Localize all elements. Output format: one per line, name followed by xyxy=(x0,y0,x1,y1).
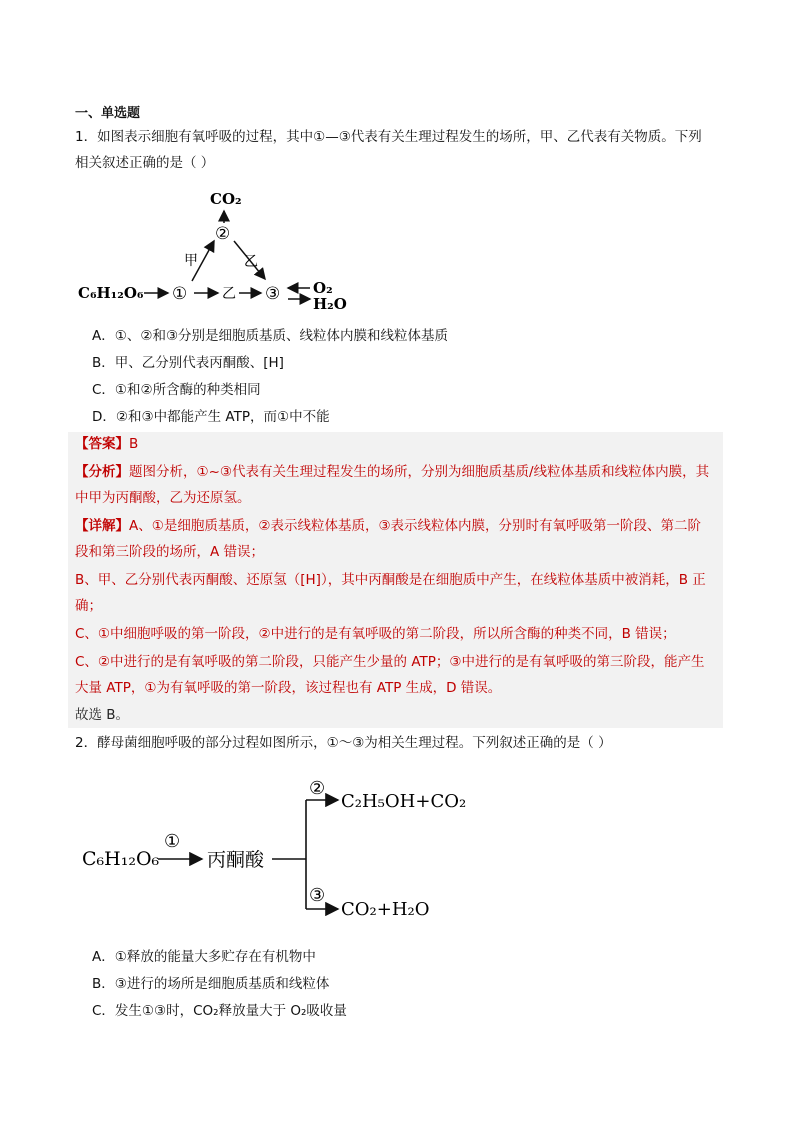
q1-option-c: C．①和②所含酶的种类相同 xyxy=(92,382,261,398)
analysis-text-1: 题图分析，①~③代表有关生理过程发生的场所，分别为细胞质基质/线粒体基质和线粒体内膜，其 xyxy=(129,464,710,480)
q1-option-b: B．甲、乙分别代表丙酮酸、[H] xyxy=(92,355,284,371)
q2-ethanol: C₂H₅OH+CO₂ xyxy=(341,791,467,812)
q1-stem-line1: 1．如图表示细胞有氧呼吸的过程，其中①—③代表有关生理过程发生的场所，甲、乙代表有关物质。下列 xyxy=(75,129,702,145)
q1-co2: CO₂ xyxy=(210,190,242,208)
q1-analysis-line2: 中甲为丙酮酸，乙为还原氢。 xyxy=(75,490,251,506)
q1-detail-line3: B、甲、乙分别代表丙酮酸、还原氢（[H]），其中丙酮酸是在细胞质中产生，在线粒体基质中被消耗，B 正 xyxy=(75,572,706,588)
q2-option-c: C．发生①③时，CO₂释放量大于 O₂吸收量 xyxy=(92,1003,347,1019)
detail-text-1: A、①是细胞质基质，②表示线粒体基质，③表示线粒体内膜，分别时有氧呼吸第一阶段、第二阶 xyxy=(129,518,702,534)
q1-node-3: ③ xyxy=(265,284,281,304)
q1-option-d: D．②和③中都能产生 ATP，而①中不能 xyxy=(92,409,330,425)
answer-tag: 【答案】 xyxy=(75,436,129,452)
q1-glucose: C₆H₁₂O₆ xyxy=(78,284,144,302)
q1-analysis-line1 xyxy=(75,462,709,482)
q1-detail-line7: 大量 ATP，①为有氧呼吸的第一阶段，该过程也有 ATP 生成，D 错误。 xyxy=(75,680,502,696)
q2-node-1: ① xyxy=(164,831,181,852)
q1-jia: 甲 xyxy=(184,253,198,269)
q1-detail-line6: C、②中进行的是有氧呼吸的第二阶段，只能产生少量的 ATP；③中进行的是有氧呼吸的第三阶段，能产生 xyxy=(75,654,705,670)
q2-option-b: B．③进行的场所是细胞质基质和线粒体 xyxy=(92,976,330,992)
q1-h2o: H₂O xyxy=(313,295,347,313)
q1-diagram xyxy=(76,185,376,315)
section-title: 一、单选题 xyxy=(75,106,141,121)
q2-node-3: ③ xyxy=(309,885,326,906)
q1-node-2: ② xyxy=(215,224,231,244)
q2-node-2: ② xyxy=(309,778,326,799)
q1-detail-line4: 确； xyxy=(75,598,102,614)
q2-option-a: A．①释放的能量大多贮存在有机物中 xyxy=(92,949,316,965)
q1-detail-line5: C、①中细胞呼吸的第一阶段，②中进行的是有氧呼吸的第二阶段，所以所含酶的种类不同，B 错误； xyxy=(75,626,676,642)
q1-option-a: A．①、②和③分别是细胞质基质、线粒体内膜和线粒体基质 xyxy=(92,328,449,344)
answer-value: B xyxy=(129,436,139,452)
q1-answer xyxy=(75,434,138,454)
q1-stem-line2: 相关叙述正确的是（ ） xyxy=(75,155,215,171)
q1-yi-mid: 乙 xyxy=(222,286,236,302)
q2-glucose: C₆H₁₂O₆ xyxy=(82,848,160,870)
q1-node-1: ① xyxy=(172,284,188,304)
q1-conclusion: 故选 B。 xyxy=(75,707,130,723)
q2-diagram xyxy=(80,775,480,925)
q2-stem: 2．酵母菌细胞呼吸的部分过程如图所示，①～③为相关生理过程。下列叙述正确的是（ ） xyxy=(75,735,612,751)
detail-tag: 【详解】 xyxy=(75,518,129,534)
q2-products: CO₂+H₂O xyxy=(341,899,430,920)
analysis-tag: 【分析】 xyxy=(75,464,129,480)
q1-o2: O₂ xyxy=(313,279,333,297)
q1-detail-line1 xyxy=(75,516,701,536)
q1-yi-top: 乙 xyxy=(244,254,258,270)
q2-pyruvate: 丙酮酸 xyxy=(207,849,265,871)
q1-detail-line2: 段和第三阶段的场所，A 错误； xyxy=(75,544,265,560)
